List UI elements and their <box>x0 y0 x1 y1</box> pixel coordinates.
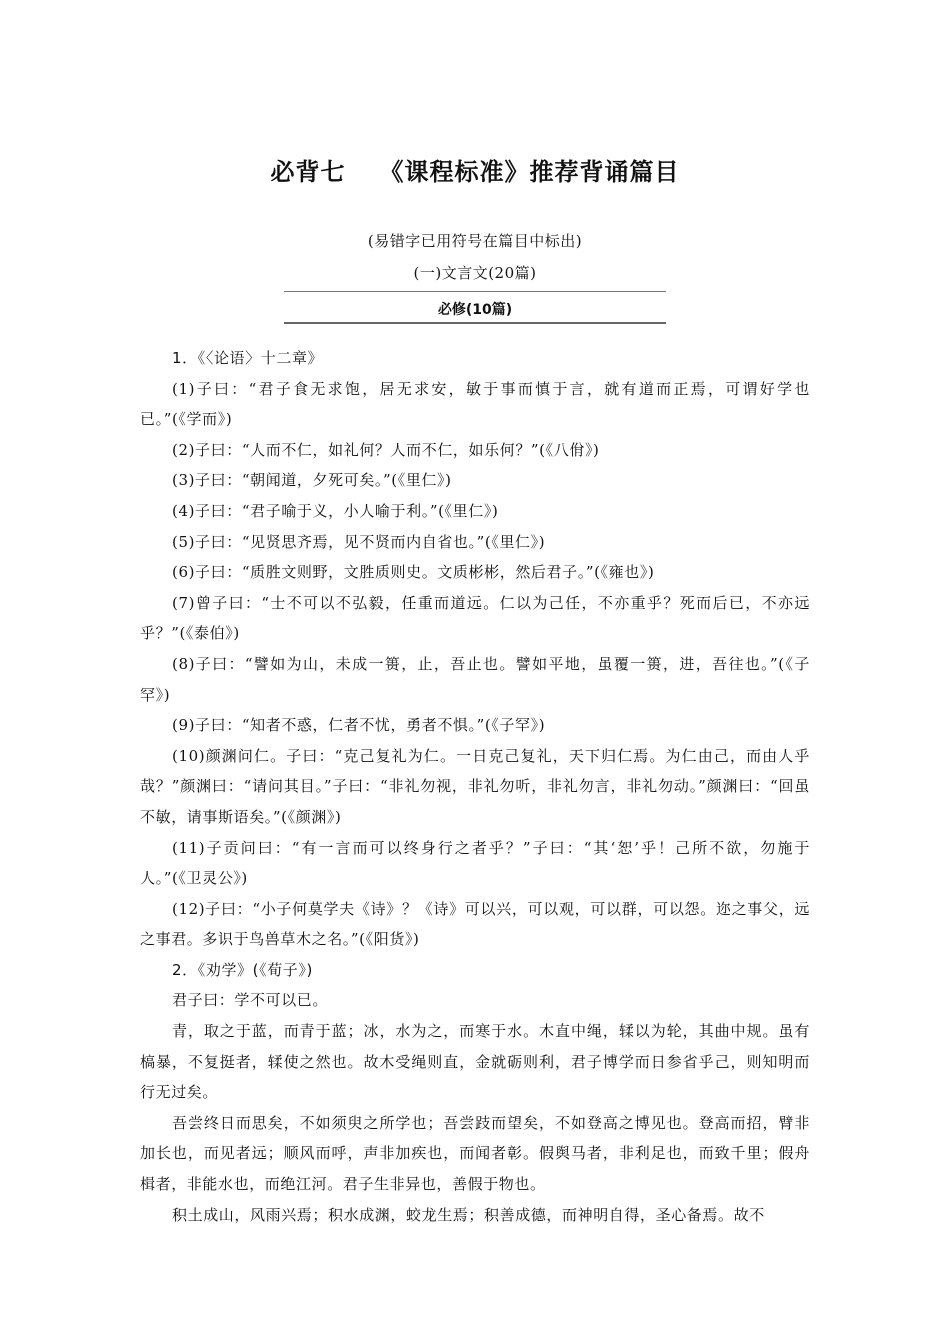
section-label: 必修(10篇) <box>437 302 513 318</box>
category-line: (一)文言文(20篇) <box>413 264 537 282</box>
paragraph: 青，取之于蓝，而青于蓝；冰，水为之，而寒于水。木直中绳，𫐓以为轮，其曲中规。虽有槁暴，不复挺者，𫐓使之然也。故木受绳则直，金就砺则利，君子博学而日参省乎己，则知明而行无过矣。 <box>140 1022 810 1102</box>
paragraph: (6)子曰：“质胜文则野，文胜质则史。文质彬彬，然后君子。”(《雍也》) <box>172 563 655 582</box>
paragraph: (11)子贡问曰：“有一言而可以终身行之者乎？”子曰：“其‘恕’乎！己所不欲，勿施于人。”(《卫灵公》) <box>140 838 810 888</box>
top-rule <box>284 291 666 292</box>
title-part-2: 《课程标准》推荐背诵篇目 <box>379 158 680 186</box>
paragraph: 君子曰：学不可以已。 <box>172 991 329 1010</box>
paragraph: 积土成山，风雨兴焉；积水成渊，蛟龙生焉；积善成德，而神明自得，圣心备焉。故不 <box>172 1205 765 1224</box>
note-line: (易错字已用符号在篇目中标出) <box>367 232 583 250</box>
page-title <box>0 152 950 187</box>
paragraph: (5)子曰：“见贤思齐焉，见不贤而内自省也。”(《里仁》) <box>172 532 546 551</box>
paragraph: (3)子曰：“朝闻道，夕死可矣。”(《里仁》) <box>172 471 452 490</box>
paragraph: (2)子曰：“人而不仁，如礼何？人而不仁，如乐何？”(《八佾》) <box>172 440 600 459</box>
paragraph: (1)子曰：“君子食无求饱，居无求安，敏于事而慎于言，就有道而正焉，可谓好学也已。”(《学而》) <box>140 379 810 429</box>
paragraph: (4)子曰：“君子喻于义，小人喻于利。”(《里仁》) <box>172 501 499 520</box>
paragraph: (8)子曰：“譬如为山，未成一篑，止，吾止也。譬如平地，虽覆一篑，进，吾往也。”(《子罕》) <box>140 654 810 704</box>
heading-analects: 1．《〈论语〉十二章》 <box>172 349 324 367</box>
paragraph: (7)曾子曰：“士不可以不弘毅，任重而道远。仁以为己任，不亦重乎？死而后已，不亦远乎？”(《泰伯》) <box>140 593 810 643</box>
paragraph: (9)子曰：“知者不惑，仁者不忧，勇者不惧。”(《子罕》) <box>172 716 546 735</box>
bottom-rule <box>284 322 666 324</box>
paragraph: (12)子曰：“小子何莫学夫《诗》？《诗》可以兴，可以观，可以群，可以怨。迩之事父，远之事君。多识于鸟兽草木之名。”(《阳货》) <box>140 899 810 949</box>
paragraph: 吾尝终日而思矣，不如须臾之所学也；吾尝跂而望矣，不如登高之博见也。登高而招，臂非加长也，而见者远；顺风而呼，声非加疾也，而闻者彰。假舆马者，非利足也，而致千里；假舟楫者，非能水也，而绝江河。君子生非异也，善假于物也。 <box>140 1113 810 1194</box>
paragraph: (10)颜渊问仁。子曰：“克己复礼为仁。一日克己复礼，天下归仁焉。为仁由己，而由人乎哉？”颜渊曰：“请问其目。”子曰：“非礼勿视，非礼勿听，非礼勿言，非礼勿动。”颜渊曰：“回虽不敏，请事斯语矣。”(《颜渊》) <box>140 746 810 826</box>
title-part-1: 必背七 <box>270 158 346 186</box>
body-text <box>140 343 810 1230</box>
heading-quanxue: 2．《劝学》(《荀子》) <box>172 960 313 979</box>
